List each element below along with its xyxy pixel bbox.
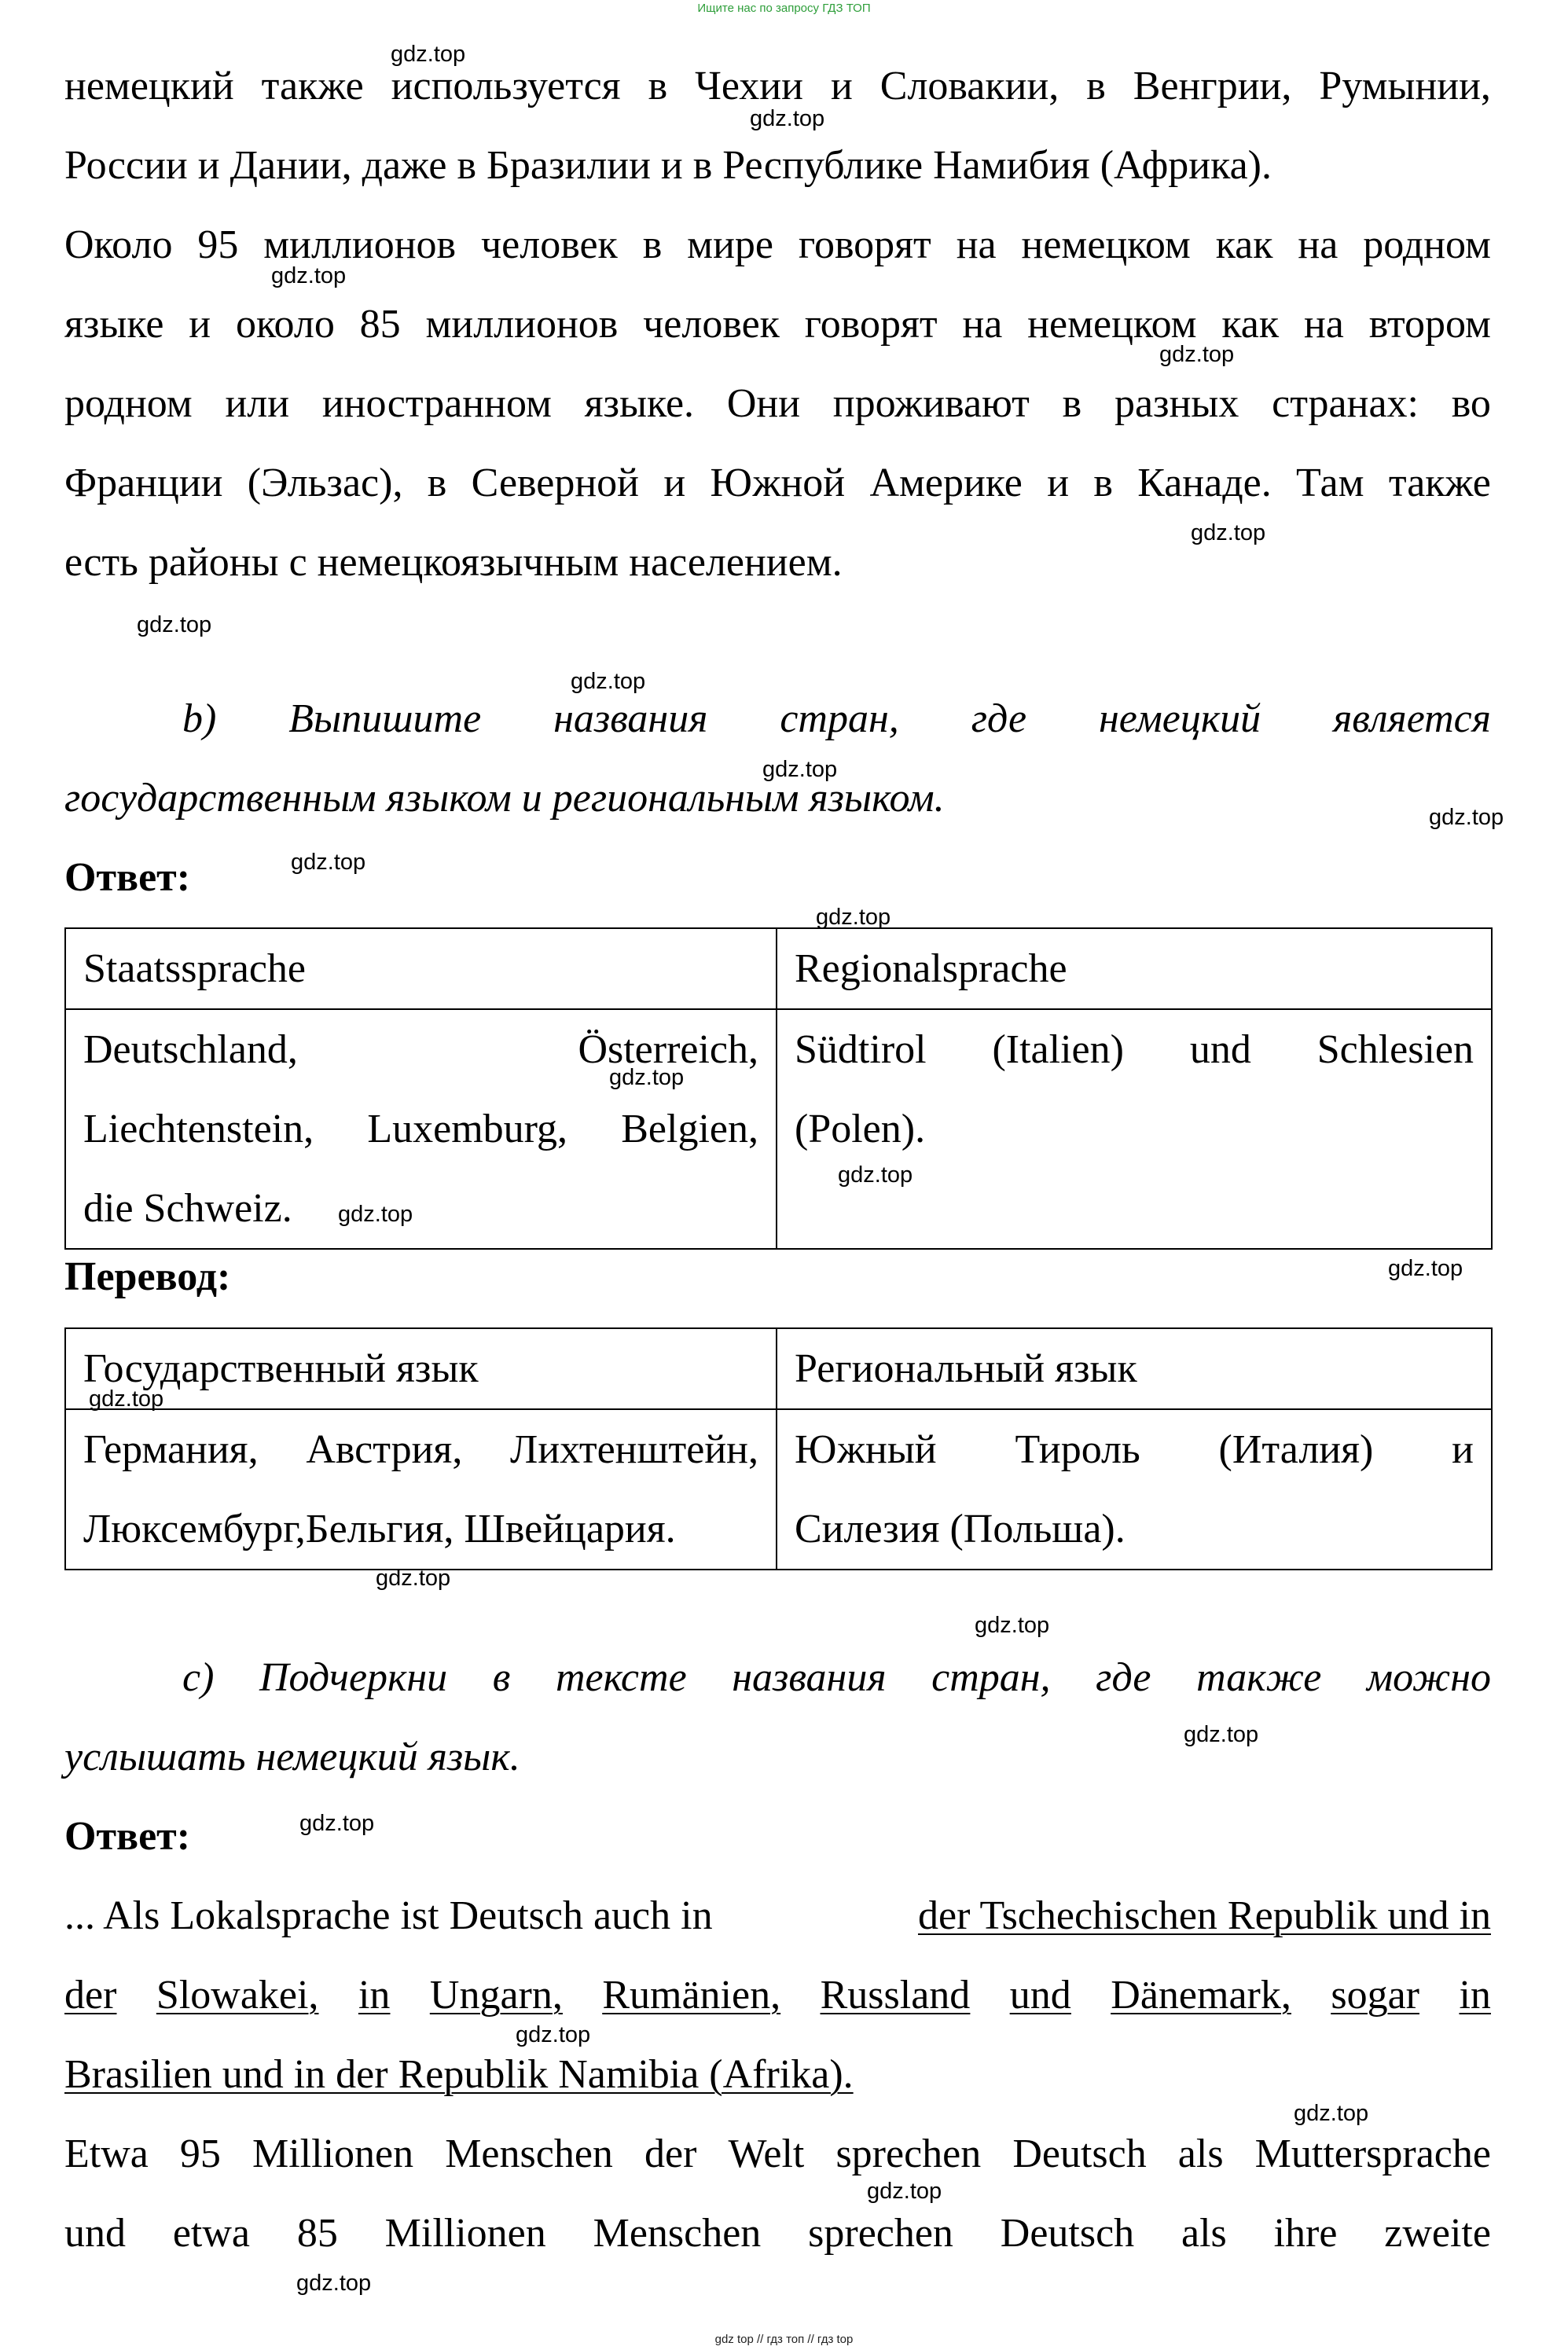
word: разных <box>1114 381 1239 426</box>
header-state-language: Государственный язык <box>83 1346 479 1391</box>
cell-line: Люксембург,Бельгия, Швейцария. <box>83 1507 676 1551</box>
word: (Italien) <box>992 1027 1124 1072</box>
word: Rumänien, <box>602 1973 781 2018</box>
table-row <box>65 1009 1492 1249</box>
task-c-line-2: услышать немецкий язык. <box>64 1735 520 1779</box>
table-german <box>64 927 1493 1250</box>
word: Австрия, <box>306 1427 463 1472</box>
word: 85 <box>296 2211 338 2256</box>
word: человек <box>643 302 780 347</box>
word: где <box>971 696 1027 741</box>
word: родном <box>1363 222 1491 267</box>
word: Там <box>1296 461 1364 505</box>
word: Russland <box>820 1973 971 2018</box>
watermark: gdz.top <box>975 1613 1050 1638</box>
header-search-link[interactable]: Ищите нас по запросу ГДЗ ТОП <box>697 2 871 15</box>
answer-label-c: Ответ: <box>64 1814 191 1859</box>
word: sprechen <box>835 2132 982 2176</box>
word: миллионов <box>263 222 457 267</box>
paragraph-1-line-5 <box>64 380 1491 428</box>
header-staatssprache: Staatssprache <box>83 946 307 991</box>
word: Schlesien <box>1316 1027 1474 1072</box>
table-header-cell <box>65 1328 777 1409</box>
word: проживают <box>832 381 1030 426</box>
word: в <box>1093 461 1113 505</box>
word: на <box>1303 302 1344 347</box>
answer-plain-text: ... Als Lokalsprache ist Deutsch auch in <box>64 1893 713 1938</box>
table-row <box>65 928 1492 1009</box>
word: используется <box>391 64 621 108</box>
word: Menschen <box>593 2211 762 2256</box>
word: Menschen <box>445 2132 613 2176</box>
word: 95 <box>197 222 239 267</box>
word: на <box>1298 222 1338 267</box>
word: стран, <box>780 696 899 741</box>
word: в <box>648 64 668 108</box>
word: Лихтенштейн, <box>510 1427 758 1472</box>
word: sogar <box>1331 1973 1419 2018</box>
word: Belgien, <box>621 1107 758 1151</box>
word: в <box>1086 64 1106 108</box>
word: Deutsch <box>1000 2211 1135 2256</box>
watermark: gdz.top <box>1159 342 1235 367</box>
word: 85 <box>359 302 401 347</box>
table-header-cell <box>777 1328 1492 1409</box>
word: und <box>1189 1027 1251 1072</box>
word: als <box>1177 2132 1224 2176</box>
word: также <box>1196 1655 1322 1700</box>
watermark: gdz.top <box>816 905 891 930</box>
word: Америке <box>869 461 1023 505</box>
word: Тироль <box>1015 1427 1140 1472</box>
word: немецкий <box>1099 696 1261 741</box>
word: Северной <box>471 461 640 505</box>
word: иностранном <box>321 381 552 426</box>
word: и <box>830 64 853 108</box>
word: на <box>956 222 997 267</box>
word: и <box>189 302 211 347</box>
watermark: gdz.top <box>296 2271 372 2296</box>
answer-c-line-1 <box>64 1893 1491 1940</box>
word: Подчеркни <box>259 1655 448 1700</box>
word: языке. <box>584 381 695 426</box>
header-regional-language: Региональный язык <box>795 1346 1137 1391</box>
word: der <box>644 2132 697 2176</box>
watermark: gdz.top <box>271 263 347 288</box>
word: Muttersprache <box>1254 2132 1491 2176</box>
answer-underlined-text: Brasilien und in der Republik Namibia (Afrika). <box>64 2052 854 2097</box>
word: в <box>427 461 447 505</box>
watermark: gdz.top <box>137 612 212 637</box>
word: и <box>1047 461 1070 505</box>
word: 95 <box>179 2132 221 2176</box>
task-b-line-2: государственным языком и региональным языком. <box>64 776 945 821</box>
word: Южный <box>795 1427 937 1472</box>
word: миллионов <box>425 302 619 347</box>
word: говорят <box>804 302 938 347</box>
word: in <box>358 1973 391 2018</box>
word: als <box>1181 2211 1227 2256</box>
word: Румынии, <box>1319 64 1491 108</box>
word: говорят <box>798 222 931 267</box>
watermark: gdz.top <box>1388 1256 1463 1281</box>
word: ihre <box>1273 2211 1338 2256</box>
paragraph-1-line-7: есть районы с немецкоязычным населением. <box>64 540 843 585</box>
watermark: gdz.top <box>867 2179 942 2204</box>
table-header-cell <box>777 928 1492 1009</box>
word: Ungarn, <box>429 1973 563 2018</box>
table-header-cell <box>65 928 777 1009</box>
word: или <box>225 381 290 426</box>
word: Liechtenstein, <box>83 1107 314 1151</box>
word: и <box>1452 1427 1474 1472</box>
word: немецком <box>1021 222 1191 267</box>
word: названия <box>553 696 708 741</box>
cell-line <box>795 1410 1474 1489</box>
word: in <box>1459 1973 1491 2018</box>
word: в <box>1062 381 1082 426</box>
word: c) <box>182 1655 215 1700</box>
table-cell <box>777 1009 1492 1249</box>
word: как <box>1221 302 1280 347</box>
word: Österreich, <box>578 1027 758 1072</box>
cell-line <box>83 1089 758 1169</box>
cell-line: Силезия (Польша). <box>795 1507 1126 1551</box>
watermark: gdz.top <box>338 1202 413 1227</box>
word: родном <box>64 381 193 426</box>
cell-line: die Schweiz. <box>83 1186 292 1231</box>
word: Словакии, <box>879 64 1059 108</box>
watermark: gdz.top <box>89 1386 164 1412</box>
word: Slowakei, <box>156 1973 319 2018</box>
answer-c-line-3 <box>64 2051 1491 2098</box>
table-russian <box>64 1327 1493 1570</box>
word: der <box>64 1973 117 2018</box>
word: стран, <box>931 1655 1051 1700</box>
word: в <box>492 1655 511 1700</box>
watermark: gdz.top <box>391 42 466 67</box>
table-cell <box>65 1009 777 1249</box>
word: втором <box>1368 302 1491 347</box>
word: (Эльзас), <box>247 461 403 505</box>
watermark: gdz.top <box>1294 2101 1369 2126</box>
word: b) <box>182 696 217 741</box>
answer-label-b: Ответ: <box>64 855 191 900</box>
watermark: gdz.top <box>762 757 838 782</box>
word: названия <box>732 1655 887 1700</box>
word: (Италия) <box>1218 1427 1374 1472</box>
paragraph-1-line-1 <box>64 63 1491 110</box>
word: также <box>261 64 364 108</box>
watermark: gdz.top <box>299 1811 375 1836</box>
word: Dänemark, <box>1111 1973 1291 2018</box>
word: можно <box>1366 1655 1491 1700</box>
paragraph-1-line-2: России и Дании, даже в Бразилии и в Республике Намибия (Африка). <box>64 143 1272 188</box>
translation-label: Перевод: <box>64 1254 231 1299</box>
word: Выпишите <box>288 696 482 741</box>
word: Millionen <box>384 2211 546 2256</box>
table-cell <box>65 1409 777 1570</box>
cell-line <box>795 1010 1474 1089</box>
word: Южной <box>710 461 846 505</box>
word: Около <box>64 222 173 267</box>
word: Welt <box>728 2132 805 2176</box>
word: является <box>1333 696 1491 741</box>
table-row <box>65 1409 1492 1570</box>
watermark: gdz.top <box>291 850 366 875</box>
word: странах: <box>1272 381 1419 426</box>
word: Франции <box>64 461 223 505</box>
paragraph-1-line-6 <box>64 460 1491 507</box>
word: во <box>1451 381 1491 426</box>
word: Etwa <box>64 2132 149 2176</box>
watermark: gdz.top <box>1429 805 1504 830</box>
answer-underlined-text: der Tschechischen Republik und in <box>917 1893 1491 1938</box>
word: языке <box>64 302 164 347</box>
word: тексте <box>555 1655 687 1700</box>
cell-line <box>83 1410 758 1489</box>
word: etwa <box>172 2211 250 2256</box>
answer-c-line-5 <box>64 2210 1491 2257</box>
answer-c-line-2 <box>64 1972 1491 2019</box>
paragraph-1-line-3 <box>64 222 1491 269</box>
word: человек <box>481 222 618 267</box>
table-cell <box>777 1409 1492 1570</box>
word: мире <box>687 222 773 267</box>
word: также <box>1388 461 1491 505</box>
word: около <box>235 302 335 347</box>
word: zweite <box>1384 2211 1491 2256</box>
word: Канаде. <box>1137 461 1272 505</box>
word: Чехии <box>695 64 803 108</box>
word: Südtirol <box>795 1027 927 1072</box>
watermark: gdz.top <box>838 1162 913 1188</box>
answer-c-line-4 <box>64 2131 1491 2178</box>
word: в <box>642 222 663 267</box>
watermark: gdz.top <box>376 1566 451 1591</box>
word: Deutschland, <box>83 1027 298 1072</box>
word: на <box>962 302 1003 347</box>
word: как <box>1215 222 1273 267</box>
word: und <box>64 2211 126 2256</box>
cell-line: (Polen). <box>795 1107 926 1151</box>
footer-link[interactable]: gdz top // гдз топ // гдз top <box>714 2333 854 2346</box>
word: Millionen <box>252 2132 414 2176</box>
header-regionalsprache: Regionalsprache <box>795 946 1067 991</box>
word: Германия, <box>83 1427 259 1472</box>
watermark: gdz.top <box>750 106 825 131</box>
word: Deutsch <box>1012 2132 1147 2176</box>
word: и <box>663 461 686 505</box>
word: sprechen <box>808 2211 953 2256</box>
table-row <box>65 1328 1492 1409</box>
word: Венгрии, <box>1133 64 1292 108</box>
word: немецкий <box>64 64 234 108</box>
watermark: gdz.top <box>571 669 646 694</box>
word: Они <box>726 381 801 426</box>
word: Luxemburg, <box>367 1107 568 1151</box>
watermark: gdz.top <box>1191 520 1266 545</box>
word: немецком <box>1027 302 1197 347</box>
paragraph-1-line-4 <box>64 301 1491 348</box>
watermark: gdz.top <box>516 2022 591 2047</box>
word: где <box>1096 1655 1151 1700</box>
word: und <box>1009 1973 1071 2018</box>
watermark: gdz.top <box>1184 1722 1259 1747</box>
watermark: gdz.top <box>609 1065 685 1090</box>
